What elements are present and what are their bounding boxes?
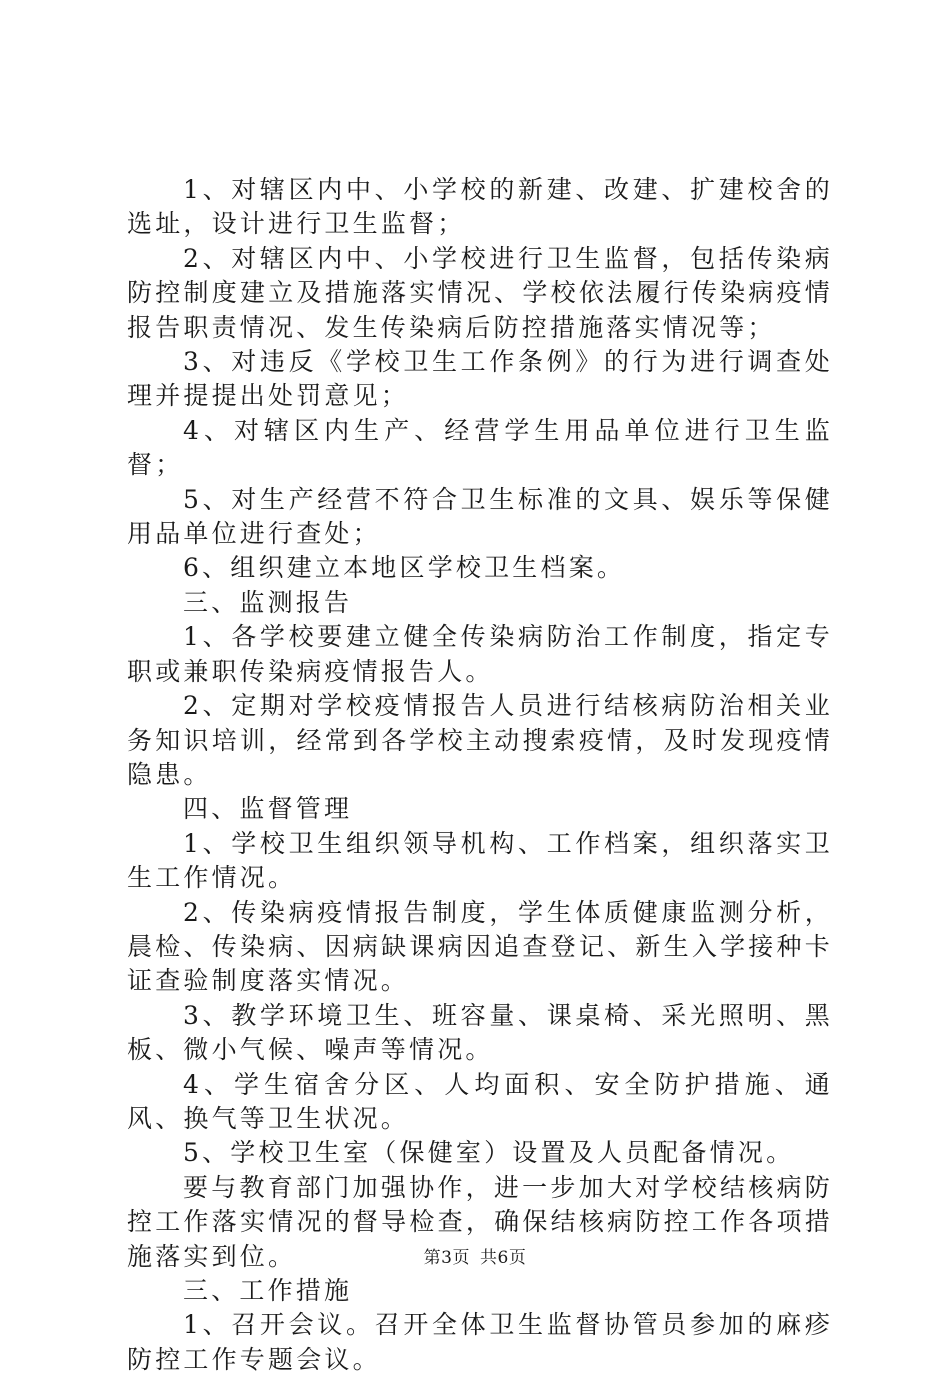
page-number: 第3页 — [423, 1248, 470, 1268]
paragraph-12: 4、学生宿舍分区、人均面积、安全防护措施、通风、换气等卫生状况。 — [127, 1069, 833, 1133]
page-total: 共6页 — [480, 1248, 527, 1268]
paragraph-8: 2、定期对学校疫情报告人员进行结核病防治相关业务知识培训，经常到各学校主动搜索疫情，及时发现疫情隐患。 — [127, 691, 833, 789]
paragraph-15: 1、召开会议。召开全体卫生监督协管员参加的麻疹防控工作专题会议。 — [127, 1310, 833, 1374]
paragraph-14: 要与教育部门加强协作，进一步加大对学校结核病防控工作落实情况的督导检查，确保结核病防控工作各项措施落实到位。 — [127, 1172, 833, 1271]
paragraph-10: 2、传染病疫情报告制度，学生体质健康监测分析，晨检、传染病、因病缺课病因追查登记、新生入学接种卡证查验制度落实情况。 — [127, 897, 833, 996]
paragraph-9: 1、学校卫生组织领导机构、工作档案，组织落实卫生工作情况。 — [127, 828, 833, 893]
paragraph-1: 1、对辖区内中、小学校的新建、改建、扩建校舍的选址，设计进行卫生监督； — [127, 175, 833, 239]
document-body — [127, 173, 833, 1377]
paragraph-3: 3、对违反《学校卫生工作条例》的行为进行调查处理并提提出处罚意见； — [127, 347, 833, 411]
section-heading-monitoring: 三、监测报告 — [183, 587, 353, 617]
paragraph-13: 5、学校卫生室（保健室）设置及人员配备情况。 — [183, 1138, 795, 1168]
page-footer — [0, 1243, 950, 1268]
section-heading-measures: 三、工作措施 — [183, 1276, 353, 1305]
section-heading-supervision: 四、监督管理 — [183, 794, 353, 824]
paragraph-5: 5、对生产经营不符合卫生标准的文具、娱乐等保健用品单位进行查处； — [127, 484, 833, 549]
paragraph-4: 4、对辖区内生产、经营学生用品单位进行卫生监督； — [127, 415, 833, 480]
paragraph-11: 3、教学环境卫生、班容量、课桌椅、采光照明、黑板、微小气候、噪声等情况。 — [127, 1000, 833, 1065]
paragraph-2: 2、对辖区内中、小学校进行卫生监督，包括传染病防控制度建立及措施落实情况、学校依法履行传染病疫情报告职责情况、发生传染病后防控措施落实情况等； — [127, 243, 833, 342]
paragraph-6: 6、组织建立本地区学校卫生档案。 — [183, 553, 626, 583]
paragraph-7: 1、各学校要建立健全传染病防治工作制度，指定专职或兼职传染病疫情报告人。 — [127, 622, 833, 686]
